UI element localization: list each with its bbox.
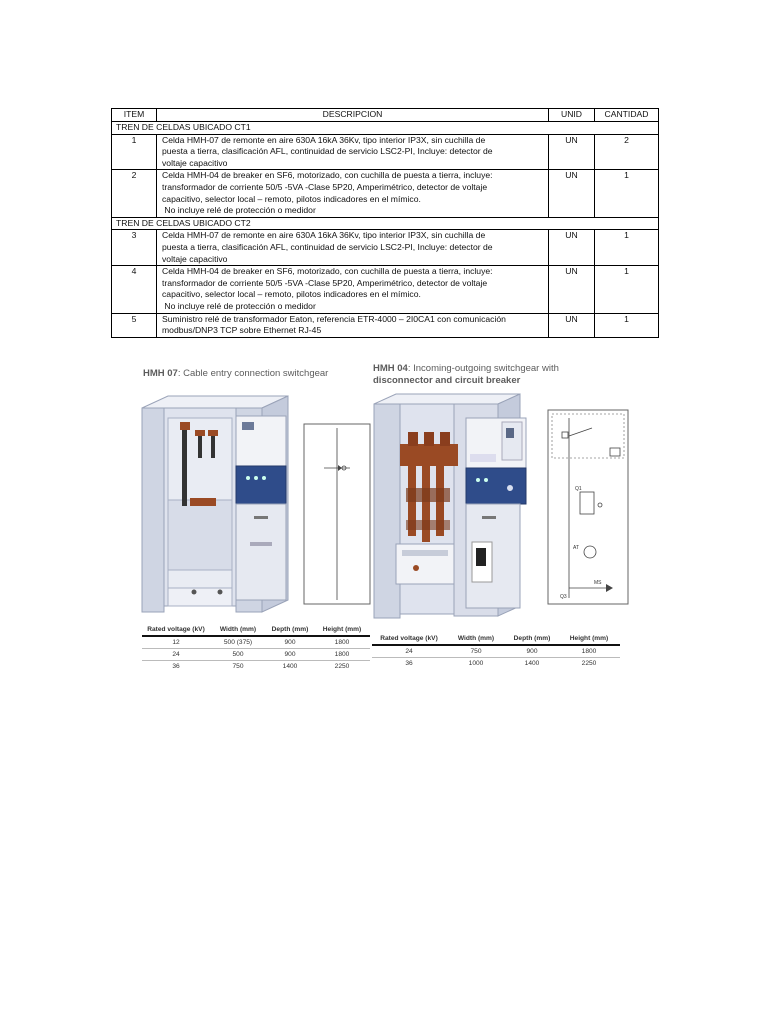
- item-quantity: 1: [595, 230, 659, 266]
- hmh07-switchgear-render: [138, 392, 376, 618]
- section-row: [112, 217, 659, 230]
- item-number: 3: [112, 230, 157, 266]
- dimension-cell: 900: [266, 636, 314, 649]
- dimension-column-header: Width (mm): [446, 633, 506, 645]
- item-description: [157, 266, 549, 313]
- section-row: [112, 122, 659, 135]
- hmh04-dimension-table: [372, 633, 620, 669]
- description-line: No incluye relé de protección o medidor: [162, 300, 316, 311]
- dimension-column-header: Width (mm): [210, 624, 266, 636]
- dimension-cell: 1800: [314, 649, 370, 661]
- dimension-cell: 1800: [558, 645, 620, 658]
- hmh07-dimension-table: [142, 624, 370, 672]
- table-header-row: [112, 109, 659, 122]
- dimension-cell: 36: [172, 663, 180, 670]
- item-description: [157, 313, 549, 337]
- description-line: voltaje capacitivo: [162, 157, 228, 168]
- item-unit: UN: [549, 266, 595, 313]
- dimension-column-header: Rated voltage (kV): [142, 624, 210, 636]
- header-descripcion: DESCRIPCION: [157, 109, 549, 122]
- dimension-cell: 1400: [282, 663, 298, 670]
- description-line: Celda HMH-04 de breaker en SF6, motorizado, con cuchilla de puesta a tierra, incluye:: [162, 266, 493, 277]
- hmh07-title-rest: : Cable entry connection switchgear: [177, 368, 329, 379]
- description-line: Suministro relé de transformador Eaton, referencia ETR-4000 – 2I0CA1 con comunicación: [162, 313, 506, 324]
- item-unit: UN: [549, 313, 595, 337]
- item-number: 2: [112, 170, 157, 217]
- description-line: transformador de corriente 50/5 -5VA -Clase 5P20, Amperimétrico, detector de voltaje: [162, 181, 488, 192]
- table-row: [112, 313, 659, 337]
- hmh04-switchgear-render: [370, 392, 632, 626]
- dimension-cell: 900: [506, 645, 558, 658]
- item-quantity: 1: [595, 170, 659, 217]
- section-title: TREN DE CELDAS UBICADO CT2: [112, 217, 659, 230]
- item-unit: UN: [549, 170, 595, 217]
- item-unit: UN: [549, 134, 595, 170]
- dimension-cell: 500: [210, 649, 266, 661]
- hmh04-table-body: [372, 645, 620, 669]
- items-table: [111, 108, 659, 338]
- hmh04-title: [373, 363, 559, 387]
- description-line: modbus/DNP3 TCP sobre Ethernet RJ-45: [162, 325, 322, 336]
- hmh07-title-lead: HMH 07: [143, 368, 178, 379]
- dimension-cell: 750: [232, 663, 244, 670]
- item-description: [157, 134, 549, 170]
- hmh04-table-header: [372, 633, 620, 645]
- header-unid: UNID: [549, 109, 595, 122]
- dimension-column-header: Rated voltage (kV): [372, 633, 446, 645]
- hmh07-table-body: [142, 636, 370, 672]
- dimension-column-header: Depth (mm): [266, 624, 314, 636]
- dimension-cell: 24: [142, 649, 210, 661]
- description-line: No incluye relé de protección o medidor: [162, 205, 316, 216]
- dimension-cell: 1400: [524, 660, 540, 667]
- description-line: capacitivo, selector local – remoto, pilotos indicadores en el mímico.: [162, 193, 421, 204]
- hmh04-title-line2: disconnector and circuit breaker: [373, 375, 521, 386]
- description-line: transformador de corriente 50/5 -5VA -Clase 5P20, Amperimétrico, detector de voltaje: [162, 277, 488, 288]
- item-unit: UN: [549, 230, 595, 266]
- item-description: [157, 170, 549, 217]
- dimension-column-header: Height (mm): [314, 624, 370, 636]
- item-description: [157, 230, 549, 266]
- dimension-row: [372, 645, 620, 658]
- item-quantity: 1: [595, 313, 659, 337]
- description-line: voltaje capacitivo: [162, 253, 228, 264]
- schematic-label-q1: Q1: [575, 486, 582, 492]
- dimension-row: [372, 658, 620, 670]
- item-quantity: 2: [595, 134, 659, 170]
- dimension-cell: 900: [266, 649, 314, 661]
- dimension-cell: 2250: [334, 663, 350, 670]
- table-row: [112, 134, 659, 170]
- dimension-column-header: Height (mm): [558, 633, 620, 645]
- dimension-cell: 500 (375): [210, 636, 266, 649]
- hmh07-table-header: [142, 624, 370, 636]
- items-body: [112, 122, 659, 338]
- description-line: Celda HMH-07 de remonte en aire 630A 16kA 36Kv, tipo interior IP3X, sin cuchilla de: [162, 134, 486, 145]
- schematic-label-at: AT: [573, 545, 580, 551]
- item-quantity: 1: [595, 266, 659, 313]
- dimension-cell: 2250: [581, 660, 597, 667]
- dimension-row: [142, 649, 370, 661]
- dimension-row: [142, 661, 370, 673]
- hmh04-title-rest: : Incoming-outgoing switchgear with: [407, 363, 559, 374]
- item-number: 4: [112, 266, 157, 313]
- dimension-cell: 750: [446, 645, 506, 658]
- description-line: Celda HMH-07 de remonte en aire 630A 16kA 36Kv, tipo interior IP3X, sin cuchilla de: [162, 230, 486, 241]
- dimension-row: [142, 636, 370, 649]
- table-row: [112, 230, 659, 266]
- schematic-label-ms: MS: [594, 580, 602, 586]
- description-line: capacitivo, selector local – remoto, pilotos indicadores en el mímico.: [162, 289, 421, 300]
- table-row: [112, 170, 659, 217]
- item-number: 1: [112, 134, 157, 170]
- dimension-cell: 12: [142, 636, 210, 649]
- description-line: puesta a tierra, clasificación AFL, continuidad de servicio LSC2-PI, Incluye: detector de: [162, 146, 493, 157]
- dimension-cell: 1800: [314, 636, 370, 649]
- table-row: [112, 266, 659, 313]
- description-line: Celda HMH-04 de breaker en SF6, motorizado, con cuchilla de puesta a tierra, incluye:: [162, 170, 493, 181]
- schematic-label-q3: Q3: [560, 594, 567, 600]
- section-title: TREN DE CELDAS UBICADO CT1: [112, 122, 659, 135]
- hmh07-title: [143, 368, 328, 380]
- dimension-cell: 24: [372, 645, 446, 658]
- header-cantidad: CANTIDAD: [595, 109, 659, 122]
- item-number: 5: [112, 313, 157, 337]
- hmh04-title-lead: HMH 04: [373, 363, 408, 374]
- dimension-cell: 1000: [468, 660, 484, 667]
- description-line: puesta a tierra, clasificación AFL, continuidad de servicio LSC2-PI, Incluye: detector de: [162, 241, 493, 252]
- dimension-column-header: Depth (mm): [506, 633, 558, 645]
- dimension-cell: 36: [405, 660, 413, 667]
- header-item: ITEM: [112, 109, 157, 122]
